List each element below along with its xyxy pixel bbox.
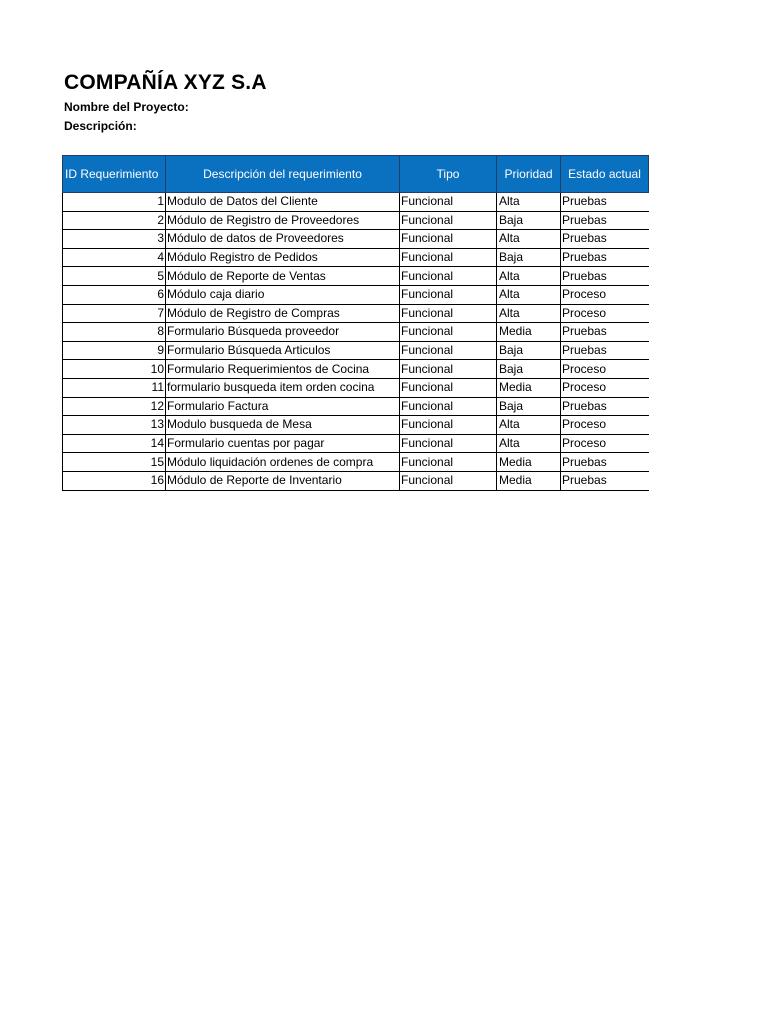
- cell-status: Proceso: [561, 416, 649, 435]
- cell-status: Proceso: [561, 434, 649, 453]
- cell-status: Pruebas: [561, 323, 649, 342]
- cell-type: Funcional: [400, 304, 497, 323]
- cell-type: Funcional: [400, 397, 497, 416]
- cell-type: Funcional: [400, 471, 497, 490]
- cell-id: 2: [63, 211, 166, 230]
- cell-id: 11: [63, 378, 166, 397]
- cell-priority: Media: [497, 323, 561, 342]
- cell-id: 1: [63, 193, 166, 212]
- cell-status: Pruebas: [561, 211, 649, 230]
- table-row: [63, 285, 649, 304]
- table-row: [63, 397, 649, 416]
- cell-status: Proceso: [561, 360, 649, 379]
- cell-priority: Alta: [497, 267, 561, 286]
- cell-id: 13: [63, 416, 166, 435]
- cell-type: Funcional: [400, 248, 497, 267]
- cell-description: Módulo liquidación ordenes de compra: [166, 453, 400, 472]
- cell-id: 6: [63, 285, 166, 304]
- header-priority: Prioridad: [497, 156, 561, 193]
- cell-priority: Alta: [497, 434, 561, 453]
- header-description: Descripción del requerimiento: [166, 156, 400, 193]
- cell-description: formulario busqueda item orden cocina: [166, 378, 400, 397]
- table-row: [63, 416, 649, 435]
- cell-type: Funcional: [400, 285, 497, 304]
- table-row: [63, 378, 649, 397]
- cell-priority: Media: [497, 378, 561, 397]
- company-title: COMPAÑÍA XYZ S.A: [64, 71, 267, 94]
- table-row: [63, 471, 649, 490]
- project-name-label: Nombre del Proyecto:: [64, 100, 189, 114]
- cell-id: 14: [63, 434, 166, 453]
- cell-description: Formulario Requerimientos de Cocina: [166, 360, 400, 379]
- cell-status: Pruebas: [561, 453, 649, 472]
- cell-description: Formulario Búsqueda proveedor: [166, 323, 400, 342]
- cell-description: Modulo de Datos del Cliente: [166, 193, 400, 212]
- cell-status: Pruebas: [561, 471, 649, 490]
- table-row: [63, 453, 649, 472]
- cell-priority: Baja: [497, 360, 561, 379]
- cell-id: 9: [63, 341, 166, 360]
- cell-status: Pruebas: [561, 193, 649, 212]
- cell-status: Proceso: [561, 378, 649, 397]
- cell-description: Formulario Factura: [166, 397, 400, 416]
- cell-id: 3: [63, 230, 166, 249]
- cell-id: 8: [63, 323, 166, 342]
- cell-type: Funcional: [400, 193, 497, 212]
- cell-type: Funcional: [400, 211, 497, 230]
- cell-status: Pruebas: [561, 341, 649, 360]
- cell-description: Módulo de Reporte de Inventario: [166, 471, 400, 490]
- cell-status: Proceso: [561, 304, 649, 323]
- description-label: Descripción:: [64, 119, 137, 133]
- cell-description: Modulo busqueda de Mesa: [166, 416, 400, 435]
- cell-type: Funcional: [400, 416, 497, 435]
- cell-status: Proceso: [561, 285, 649, 304]
- header-id: ID Requerimiento: [63, 156, 166, 193]
- cell-priority: Alta: [497, 416, 561, 435]
- requirements-table: [62, 155, 649, 491]
- cell-type: Funcional: [400, 230, 497, 249]
- cell-description: Formulario cuentas por pagar: [166, 434, 400, 453]
- cell-priority: Alta: [497, 193, 561, 212]
- table-row: [63, 248, 649, 267]
- cell-id: 4: [63, 248, 166, 267]
- table-row: [63, 341, 649, 360]
- table-row: [63, 304, 649, 323]
- cell-priority: Media: [497, 453, 561, 472]
- cell-description: Formulario Búsqueda Articulos: [166, 341, 400, 360]
- cell-id: 16: [63, 471, 166, 490]
- cell-type: Funcional: [400, 378, 497, 397]
- cell-id: 12: [63, 397, 166, 416]
- cell-type: Funcional: [400, 434, 497, 453]
- cell-type: Funcional: [400, 341, 497, 360]
- cell-type: Funcional: [400, 323, 497, 342]
- cell-description: Módulo de datos de Proveedores: [166, 230, 400, 249]
- table-row: [63, 360, 649, 379]
- cell-status: Pruebas: [561, 267, 649, 286]
- table-row: [63, 267, 649, 286]
- header-type: Tipo: [400, 156, 497, 193]
- cell-priority: Alta: [497, 304, 561, 323]
- header-status: Estado actual: [561, 156, 649, 193]
- cell-status: Pruebas: [561, 230, 649, 249]
- cell-description: Módulo caja diario: [166, 285, 400, 304]
- cell-status: Pruebas: [561, 248, 649, 267]
- cell-priority: Media: [497, 471, 561, 490]
- cell-id: 15: [63, 453, 166, 472]
- cell-id: 7: [63, 304, 166, 323]
- cell-description: Módulo de Registro de Compras: [166, 304, 400, 323]
- table-header: [63, 156, 649, 193]
- cell-type: Funcional: [400, 453, 497, 472]
- cell-priority: Baja: [497, 341, 561, 360]
- cell-id: 10: [63, 360, 166, 379]
- table-body: [63, 193, 649, 491]
- cell-id: 5: [63, 267, 166, 286]
- table-row: [63, 434, 649, 453]
- cell-type: Funcional: [400, 267, 497, 286]
- cell-priority: Baja: [497, 248, 561, 267]
- cell-description: Módulo de Registro de Proveedores: [166, 211, 400, 230]
- cell-status: Pruebas: [561, 397, 649, 416]
- table-row: [63, 211, 649, 230]
- header-row: [63, 156, 649, 193]
- table-row: [63, 323, 649, 342]
- cell-priority: Alta: [497, 230, 561, 249]
- cell-priority: Baja: [497, 397, 561, 416]
- cell-description: Módulo Registro de Pedidos: [166, 248, 400, 267]
- cell-priority: Alta: [497, 285, 561, 304]
- cell-priority: Baja: [497, 211, 561, 230]
- table-row: [63, 193, 649, 212]
- table-row: [63, 230, 649, 249]
- cell-type: Funcional: [400, 360, 497, 379]
- cell-description: Módulo de Reporte de Ventas: [166, 267, 400, 286]
